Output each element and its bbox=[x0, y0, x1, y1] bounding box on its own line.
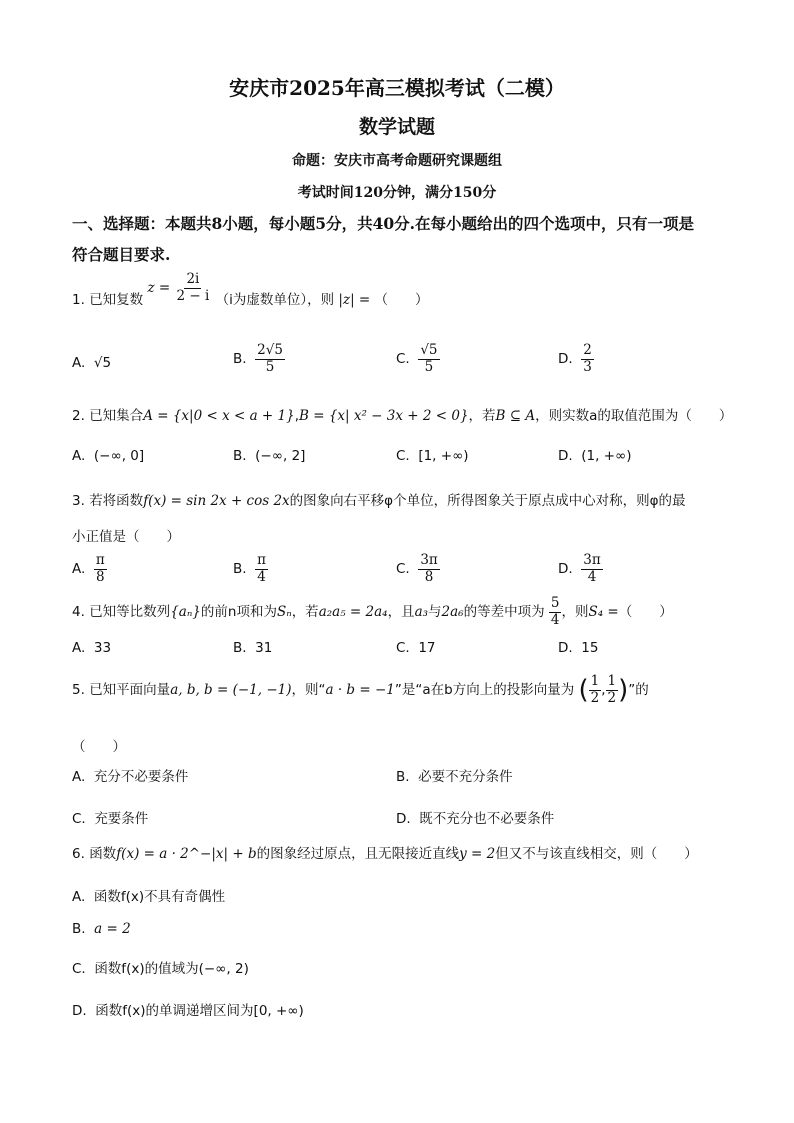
option-d: D. 函数f(x)的单调递增区间为[0, +∞) bbox=[72, 1003, 304, 1019]
fraction: $\frac{2i}{2 - i}$ bbox=[176, 271, 210, 304]
question-number: 3. bbox=[72, 493, 85, 509]
option-d: D. $\frac{3\pi}{4}$ bbox=[558, 552, 601, 585]
section-heading-cont: 符合题目要求. bbox=[72, 245, 171, 264]
question-number: 6. bbox=[72, 846, 85, 862]
question-5-blank: （ ） bbox=[72, 739, 126, 755]
question-number: 4. bbox=[72, 604, 85, 621]
page-title: 安庆市2025年高三模拟考试（二模） bbox=[229, 76, 565, 100]
option-a: A. √5 bbox=[72, 355, 112, 371]
option-a: A. 33 bbox=[72, 640, 112, 656]
option-b: B. (−∞, 2] bbox=[233, 448, 306, 464]
option-c: C. 函数f(x)的值域为(−∞, 2) bbox=[72, 961, 249, 977]
page-subtitle: 数学试题 bbox=[358, 116, 435, 138]
option-d: D. (1, +∞) bbox=[558, 448, 632, 464]
option-c: C. [1, +∞) bbox=[396, 448, 469, 464]
option-d: D. $\frac{2}{3}$ bbox=[558, 342, 592, 375]
option-a: A. $\frac{\pi}{8}$ bbox=[72, 552, 105, 585]
option-c: C. $\frac{√5}{5}$ bbox=[396, 342, 438, 375]
question-3: 3. 若将函数f(x) = sin 2x + cos 2x的图象向右平移φ个单位，所得图象关于原点成中心对称，则φ的最 bbox=[72, 493, 686, 509]
question-number: 2. bbox=[72, 408, 85, 424]
question-6: 6. 函数f(x) = a · 2^−|x| + b的图象经过原点，且无限接近直线y = 2但又不与该直线相交，则（ ） bbox=[72, 846, 698, 862]
question-5: 5. 已知平面向量a, b, b = (−1, −1)，则“a · b = −1”是“a在b方向上的投影向量为 ( $\frac{1}{2}$ , $\frac{1}{2}$ )”的 bbox=[72, 673, 649, 706]
option-b: B. 必要不充分条件 bbox=[396, 769, 513, 785]
option-c: C. 充要条件 bbox=[72, 811, 149, 827]
section-heading: 一、选择题：本题共8小题，每小题5分，共40分.在每小题给出的四个选项中，只有一项是 bbox=[72, 214, 695, 233]
option-b: B. 31 bbox=[233, 640, 273, 656]
option-b: B. $\frac{2√5}{5}$ bbox=[233, 342, 283, 375]
option-a: A. 充分不必要条件 bbox=[72, 769, 189, 785]
author-line: 命题：安庆市高考命题研究课题组 bbox=[292, 153, 502, 169]
option-a: A. 函数f(x)不具有奇偶性 bbox=[72, 889, 226, 905]
option-b: B. $\frac{\pi}{4}$ bbox=[233, 552, 267, 585]
question-3-cont: 小正值是（ ） bbox=[72, 529, 180, 545]
time-info: 考试时间120分钟，满分150分 bbox=[297, 185, 497, 201]
option-c: C. $\frac{3\pi}{8}$ bbox=[396, 552, 438, 585]
option-b: B. a = 2 bbox=[72, 921, 131, 937]
question-2: 2. 已知集合A = {x|0 < x < a + 1},B = {x| x² − 3x + 2 < 0}，若B ⊆ A，则实数a的取值范围为（ ） bbox=[72, 408, 733, 424]
question-number: 5. bbox=[72, 682, 85, 699]
option-d: D. 既不充分也不必要条件 bbox=[396, 811, 555, 827]
option-c: C. 17 bbox=[396, 640, 436, 656]
option-a: A. (−∞, 0] bbox=[72, 448, 145, 464]
question-4: 4. 已知等比数列{aₙ}的前n项和为Sₙ，若a₂a₅ = 2a₄，且a₃与2a₆的等差中项为 $\frac{5}{4}$ ，则S₄ =（ ） bbox=[72, 595, 673, 628]
option-d: D. 15 bbox=[558, 640, 599, 656]
question-number: 1. bbox=[72, 292, 85, 309]
question-1: 1. 已知复数 z = $\frac{2i}{2 - i}$ （i为虚数单位），则 |z| = （ ） bbox=[72, 271, 429, 309]
